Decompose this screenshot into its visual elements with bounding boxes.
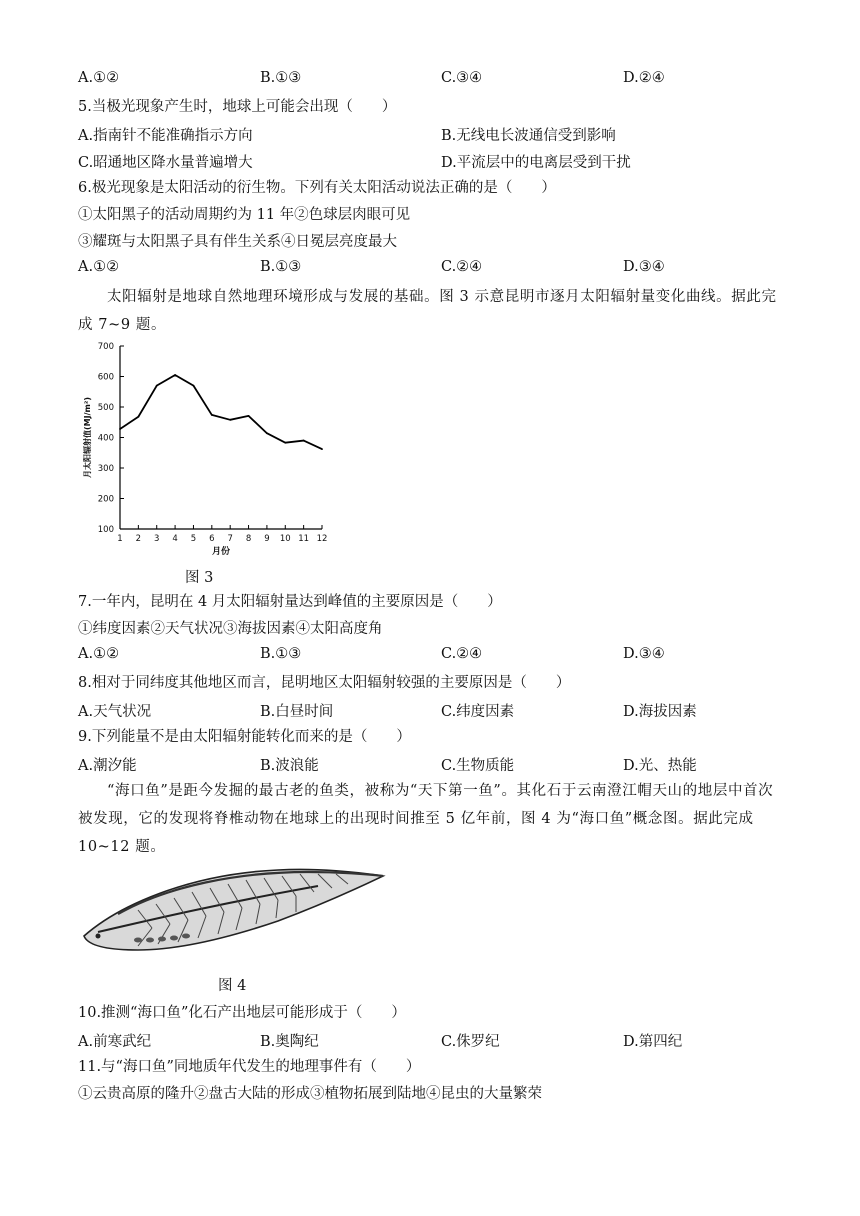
- q8-options: [78, 700, 778, 720]
- q7-option-d: D.③④: [623, 646, 665, 662]
- x-axis-label: 月份: [211, 547, 231, 557]
- series-line-solar-radiation: [120, 375, 322, 449]
- q6-option-a: A.①②: [78, 259, 120, 275]
- q4-option-d: D.②④: [623, 70, 665, 86]
- q6-option-c: C.②④: [441, 259, 483, 275]
- q9-option-d: D.光、热能: [623, 758, 697, 774]
- q10-option-b: B.奥陶纪: [260, 1034, 319, 1050]
- q7-option-a: A.①②: [78, 646, 120, 662]
- y-axis-label: 月太阳辐射值(MJ/m²): [83, 396, 92, 479]
- q4-option-b: B.①③: [260, 70, 302, 86]
- y-tick-label: 100: [97, 525, 114, 535]
- x-tick-label: 10: [279, 534, 291, 544]
- q8-option-b: B.白昼时间: [260, 704, 334, 720]
- q7-stem: 7.一年内，昆明在 4 月太阳辐射量达到峰值的主要原因是（ ）: [78, 594, 502, 610]
- q11-items: ①云贵高原的隆升②盘古大陆的形成③植物拓展到陆地④昆虫的大量繁荣: [78, 1086, 542, 1102]
- data-point: [284, 442, 286, 444]
- x-tick-label: 7: [227, 534, 233, 544]
- figure4-caption: 图 4: [218, 978, 247, 994]
- q7-items: ①纬度因素②天气状况③海拔因素④太阳高度角: [78, 621, 383, 637]
- q8-option-a: A.天气状况: [78, 704, 152, 720]
- data-point: [156, 385, 158, 387]
- q6-stem: 6.极光现象是太阳活动的衍生物。下列有关太阳活动说法正确的是（ ）: [78, 180, 556, 196]
- q9-option-a: A.潮汐能: [78, 758, 137, 774]
- figure3-line-chart: [78, 338, 328, 568]
- q5-option-b: B.无线电长波通信受到影响: [441, 128, 616, 144]
- q10-option-a: A.前寒武纪: [78, 1034, 152, 1050]
- q4-option-c: C.③④: [441, 70, 483, 86]
- q10-stem: 10.推测“海口鱼”化石产出地层可能形成于（ ）: [78, 1005, 406, 1021]
- fish-body: [84, 869, 383, 950]
- q5-option-d: D.平流层中的电离层受到干扰: [441, 155, 631, 171]
- q11-stem: 11.与“海口鱼”同地质年代发生的地理事件有（ ）: [78, 1059, 421, 1075]
- x-tick-label: 12: [316, 534, 328, 544]
- data-point: [174, 374, 176, 376]
- passage-solar-radiation: 太阳辐射是地球自然地理环境形成与发展的基础。图 3 示意昆明市逐月太阳辐射量变化曲线。据此完成 7~9 题。: [78, 289, 777, 333]
- q10-option-c: C.侏罗纪: [441, 1034, 500, 1050]
- q4-options: [78, 70, 778, 90]
- figure3-caption: 图 3: [185, 570, 214, 586]
- q5-option-a: A.指南针不能准确指示方向: [78, 128, 253, 144]
- x-tick-label: 5: [190, 534, 197, 544]
- q9-option-b: B.波浪能: [260, 758, 319, 774]
- x-tick-label: 8: [245, 534, 252, 544]
- x-tick-label: 3: [154, 534, 160, 544]
- q9-stem: 9.下列能量不是由太阳辐射能转化而来的是（ ）: [78, 729, 411, 745]
- q8-stem: 8.相对于同纬度其他地区而言，昆明地区太阳辐射较强的主要原因是（ ）: [78, 675, 571, 691]
- data-point: [193, 385, 195, 387]
- q5-stem: 5.当极光现象产生时，地球上可能会出现（ ）: [78, 99, 397, 115]
- x-tick-label: 1: [117, 534, 123, 544]
- q6-option-b: B.①③: [260, 259, 302, 275]
- q6-option-d: D.③④: [623, 259, 665, 275]
- q7-option-b: B.①③: [260, 646, 302, 662]
- x-tick-label: 11: [298, 534, 310, 544]
- q8-option-c: C.纬度因素: [441, 704, 515, 720]
- q9-options: [78, 754, 778, 774]
- data-point: [321, 448, 323, 450]
- y-tick-label: 200: [97, 494, 114, 505]
- y-tick-label: 400: [97, 433, 114, 444]
- q10-options: [78, 1030, 778, 1050]
- data-point: [248, 415, 250, 417]
- y-tick-label: 500: [97, 403, 114, 413]
- q4-option-a: A.①②: [78, 70, 120, 86]
- data-point: [303, 440, 305, 442]
- x-tick-label: 4: [172, 534, 178, 544]
- y-tick-label: 700: [97, 342, 114, 352]
- data-point: [137, 416, 139, 418]
- q8-option-d: D.海拔因素: [623, 704, 697, 720]
- q6-items-1: ①太阳黑子的活动周期约为 11 年②色球层肉眼可见: [78, 207, 411, 223]
- figure4-fish-illustration: [78, 866, 388, 966]
- x-tick-label: 2: [135, 534, 142, 544]
- q7-option-c: C.②④: [441, 646, 483, 662]
- q10-option-d: D.第四纪: [623, 1034, 683, 1050]
- data-point: [229, 419, 231, 421]
- data-point: [211, 414, 213, 416]
- q5-option-c: C.昭通地区降水量普遍增大: [78, 155, 253, 171]
- passage-haikou-fish: “海口鱼”是距今发掘的最古老的鱼类，被称为“天下第一鱼”。其化石于云南澄江帽天山的地层中首次被发现，它的发现将脊椎动物在地球上的出现时间推至 5 亿年前，图 4 为“海口鱼”概念图。据此完成 10~12 题。: [78, 783, 774, 855]
- q7-options: [78, 646, 778, 666]
- q9-option-c: C.生物质能: [441, 758, 515, 774]
- x-tick-label: 9: [264, 534, 270, 544]
- q6-items-2: ③耀斑与太阳黑子具有伴生关系④日冕层亮度最大: [78, 234, 397, 250]
- data-point: [119, 428, 121, 430]
- fish-eye: [96, 934, 101, 939]
- data-point: [266, 432, 268, 434]
- y-tick-label: 600: [97, 372, 114, 383]
- q6-options: [78, 259, 778, 279]
- y-tick-label: 300: [97, 464, 114, 474]
- x-tick-label: 6: [209, 534, 215, 544]
